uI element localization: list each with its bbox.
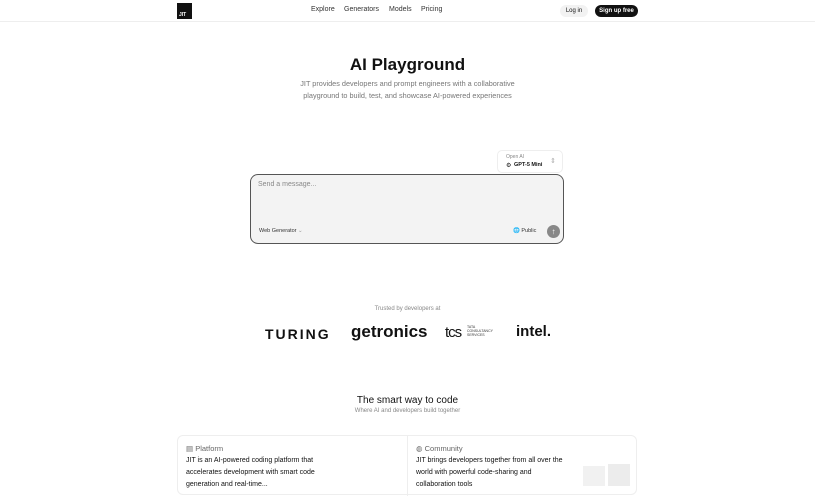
- model-selector[interactable]: [497, 150, 563, 173]
- layout-icon: ▤: [186, 444, 194, 453]
- model-name: GPT-5 Mini: [514, 162, 543, 168]
- send-button[interactable]: [547, 225, 560, 238]
- card-heading: Platform: [195, 444, 224, 453]
- section-subtitle: Where AI and developers build together: [354, 408, 461, 414]
- page-title: AI Playground: [349, 55, 466, 74]
- getronics-logo: getronics: [351, 322, 428, 341]
- preview-thumbnail: [583, 466, 605, 486]
- card-text: JIT brings developers together from all over the world with powerful code-sharing and collaboration tools: [416, 457, 563, 488]
- nav-pricing[interactable]: Pricing: [421, 6, 443, 13]
- nav-explore[interactable]: Explore: [311, 6, 335, 13]
- trusted-label: Trusted by developers at: [374, 306, 441, 312]
- preview-thumbnail: [608, 464, 630, 486]
- community-card: [408, 436, 638, 496]
- card-text: JIT is an AI-powered coding platform that accelerates development with smart code generation and real-time...: [186, 457, 315, 488]
- generator-label: Web Generator: [259, 228, 297, 234]
- section-title: The smart way to code: [356, 395, 459, 406]
- page-subtitle: [0, 78, 815, 102]
- jit-logo[interactable]: JIT: [177, 3, 192, 19]
- subtitle-line: JIT provides developers and prompt engineers with a collaborative: [300, 79, 515, 88]
- card-heading: Community: [424, 444, 463, 453]
- subtitle-line: playground to build, test, and showcase AI-powered experiences: [303, 91, 512, 100]
- openai-icon: ⚙: [506, 162, 512, 169]
- globe-icon: 🌐: [513, 228, 520, 234]
- tcs-sub-logo: TATA CONSULTANCY SERVICES: [467, 325, 493, 337]
- model-provider: Open AI: [506, 154, 525, 160]
- tcs-logo: tcs: [445, 324, 462, 341]
- generator-dropdown[interactable]: [259, 228, 303, 234]
- nav-generators[interactable]: Generators: [344, 6, 380, 13]
- chevron-updown-icon: ⇕: [550, 157, 556, 165]
- message-composer[interactable]: [250, 174, 564, 244]
- intel-logo: intel.: [516, 323, 552, 340]
- arrow-up-icon: ↑: [551, 227, 556, 236]
- globe-icon: ◍: [416, 444, 423, 453]
- platform-card: [178, 436, 408, 496]
- message-input[interactable]: Send a message...: [258, 181, 317, 188]
- login-button[interactable]: Log in: [560, 5, 588, 17]
- visibility-label: Public: [521, 228, 537, 234]
- visibility-toggle[interactable]: [513, 228, 536, 234]
- nav-models[interactable]: Models: [389, 6, 412, 13]
- feature-cards: [177, 435, 637, 495]
- top-nav: [0, 0, 815, 22]
- signup-button[interactable]: Sign up free: [595, 5, 638, 17]
- turing-logo: TURING: [265, 326, 331, 342]
- chevron-down-icon: ⌄: [298, 228, 303, 234]
